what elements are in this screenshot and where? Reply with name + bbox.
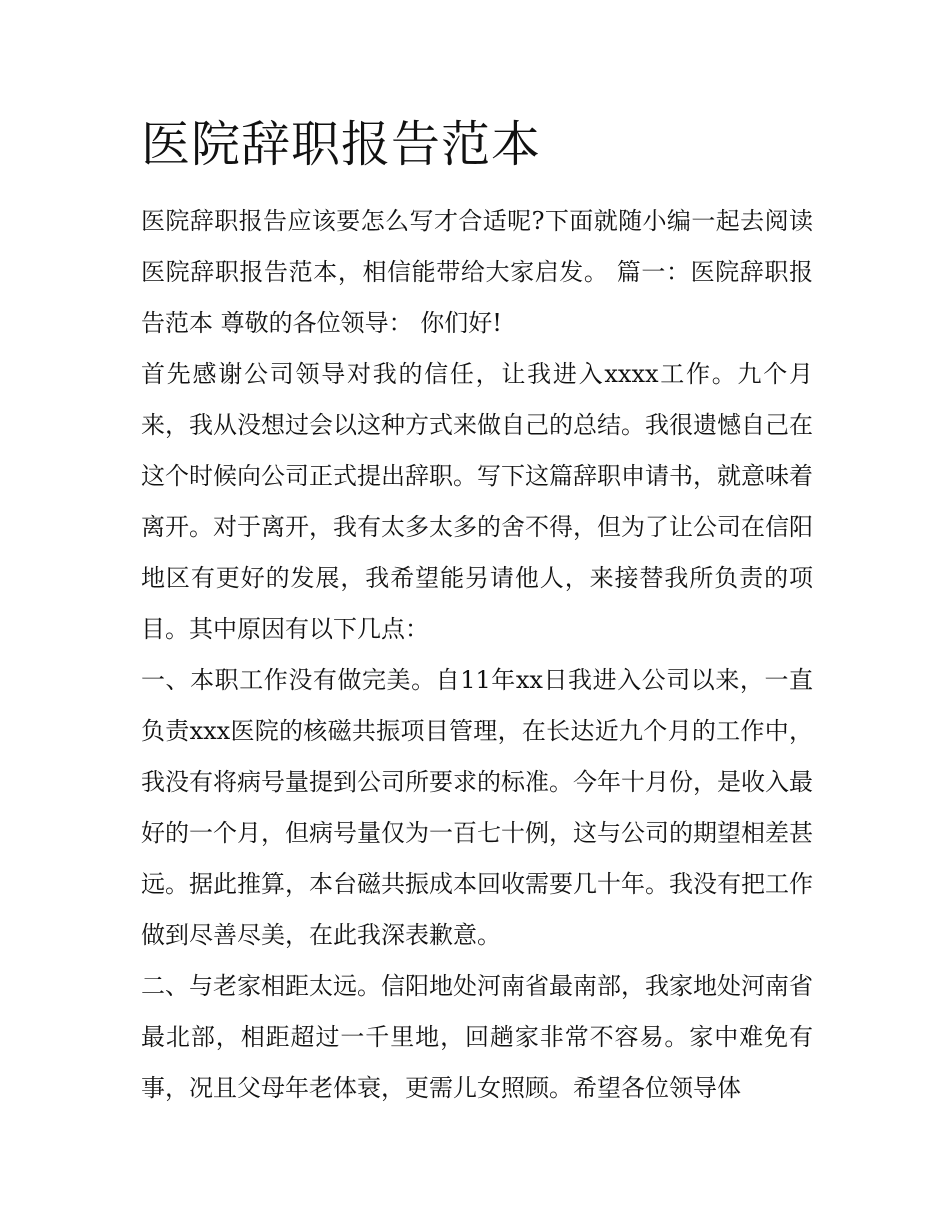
document-body bbox=[141, 196, 813, 1114]
paragraph-intro: 医院辞职报告应该要怎么写才合适呢?下面就随小编一起去阅读医院辞职报告范本，相信能带给大家启发。 篇一：医院辞职报告范本 尊敬的各位领导： 你们好! bbox=[141, 207, 813, 337]
document-title: 医院辞职报告范本 bbox=[141, 116, 542, 173]
paragraph-thanks: 首先感谢公司领导对我的信任，让我进入xxxx工作。九个月来，我从没想过会以这种方式来做自己的总结。我很遗憾自己在这个时候向公司正式提出辞职。写下这篇辞职申请书，就意味着离开。对于离开，我有太多太多的舍不得，但为了让公司在信阳地区有更好的发展，我希望能另请他人，来接替我所负责的项目。其中原因有以下几点： bbox=[141, 360, 813, 643]
paragraph-reason-one: 一、本职工作没有做完美。自11年xx日我进入公司以来，一直负责xxx医院的核磁共振项目管理，在长达近九个月的工作中，我没有将病号量提到公司所要求的标准。今年十月份，是收入最好的一个月，但病号量仅为一百七十例，这与公司的期望相差甚远。据此推算，本台磁共振成本回收需要几十年。我没有把工作做到尽善尽美，在此我深表歉意。 bbox=[141, 666, 813, 949]
paragraph-reason-two: 二、与老家相距太远。信阳地处河南省最南部，我家地处河南省最北部，相距超过一千里地，回趟家非常不容易。家中难免有事，况且父母年老体衰，更需儿女照顾。希望各位领导体 bbox=[141, 972, 813, 1102]
